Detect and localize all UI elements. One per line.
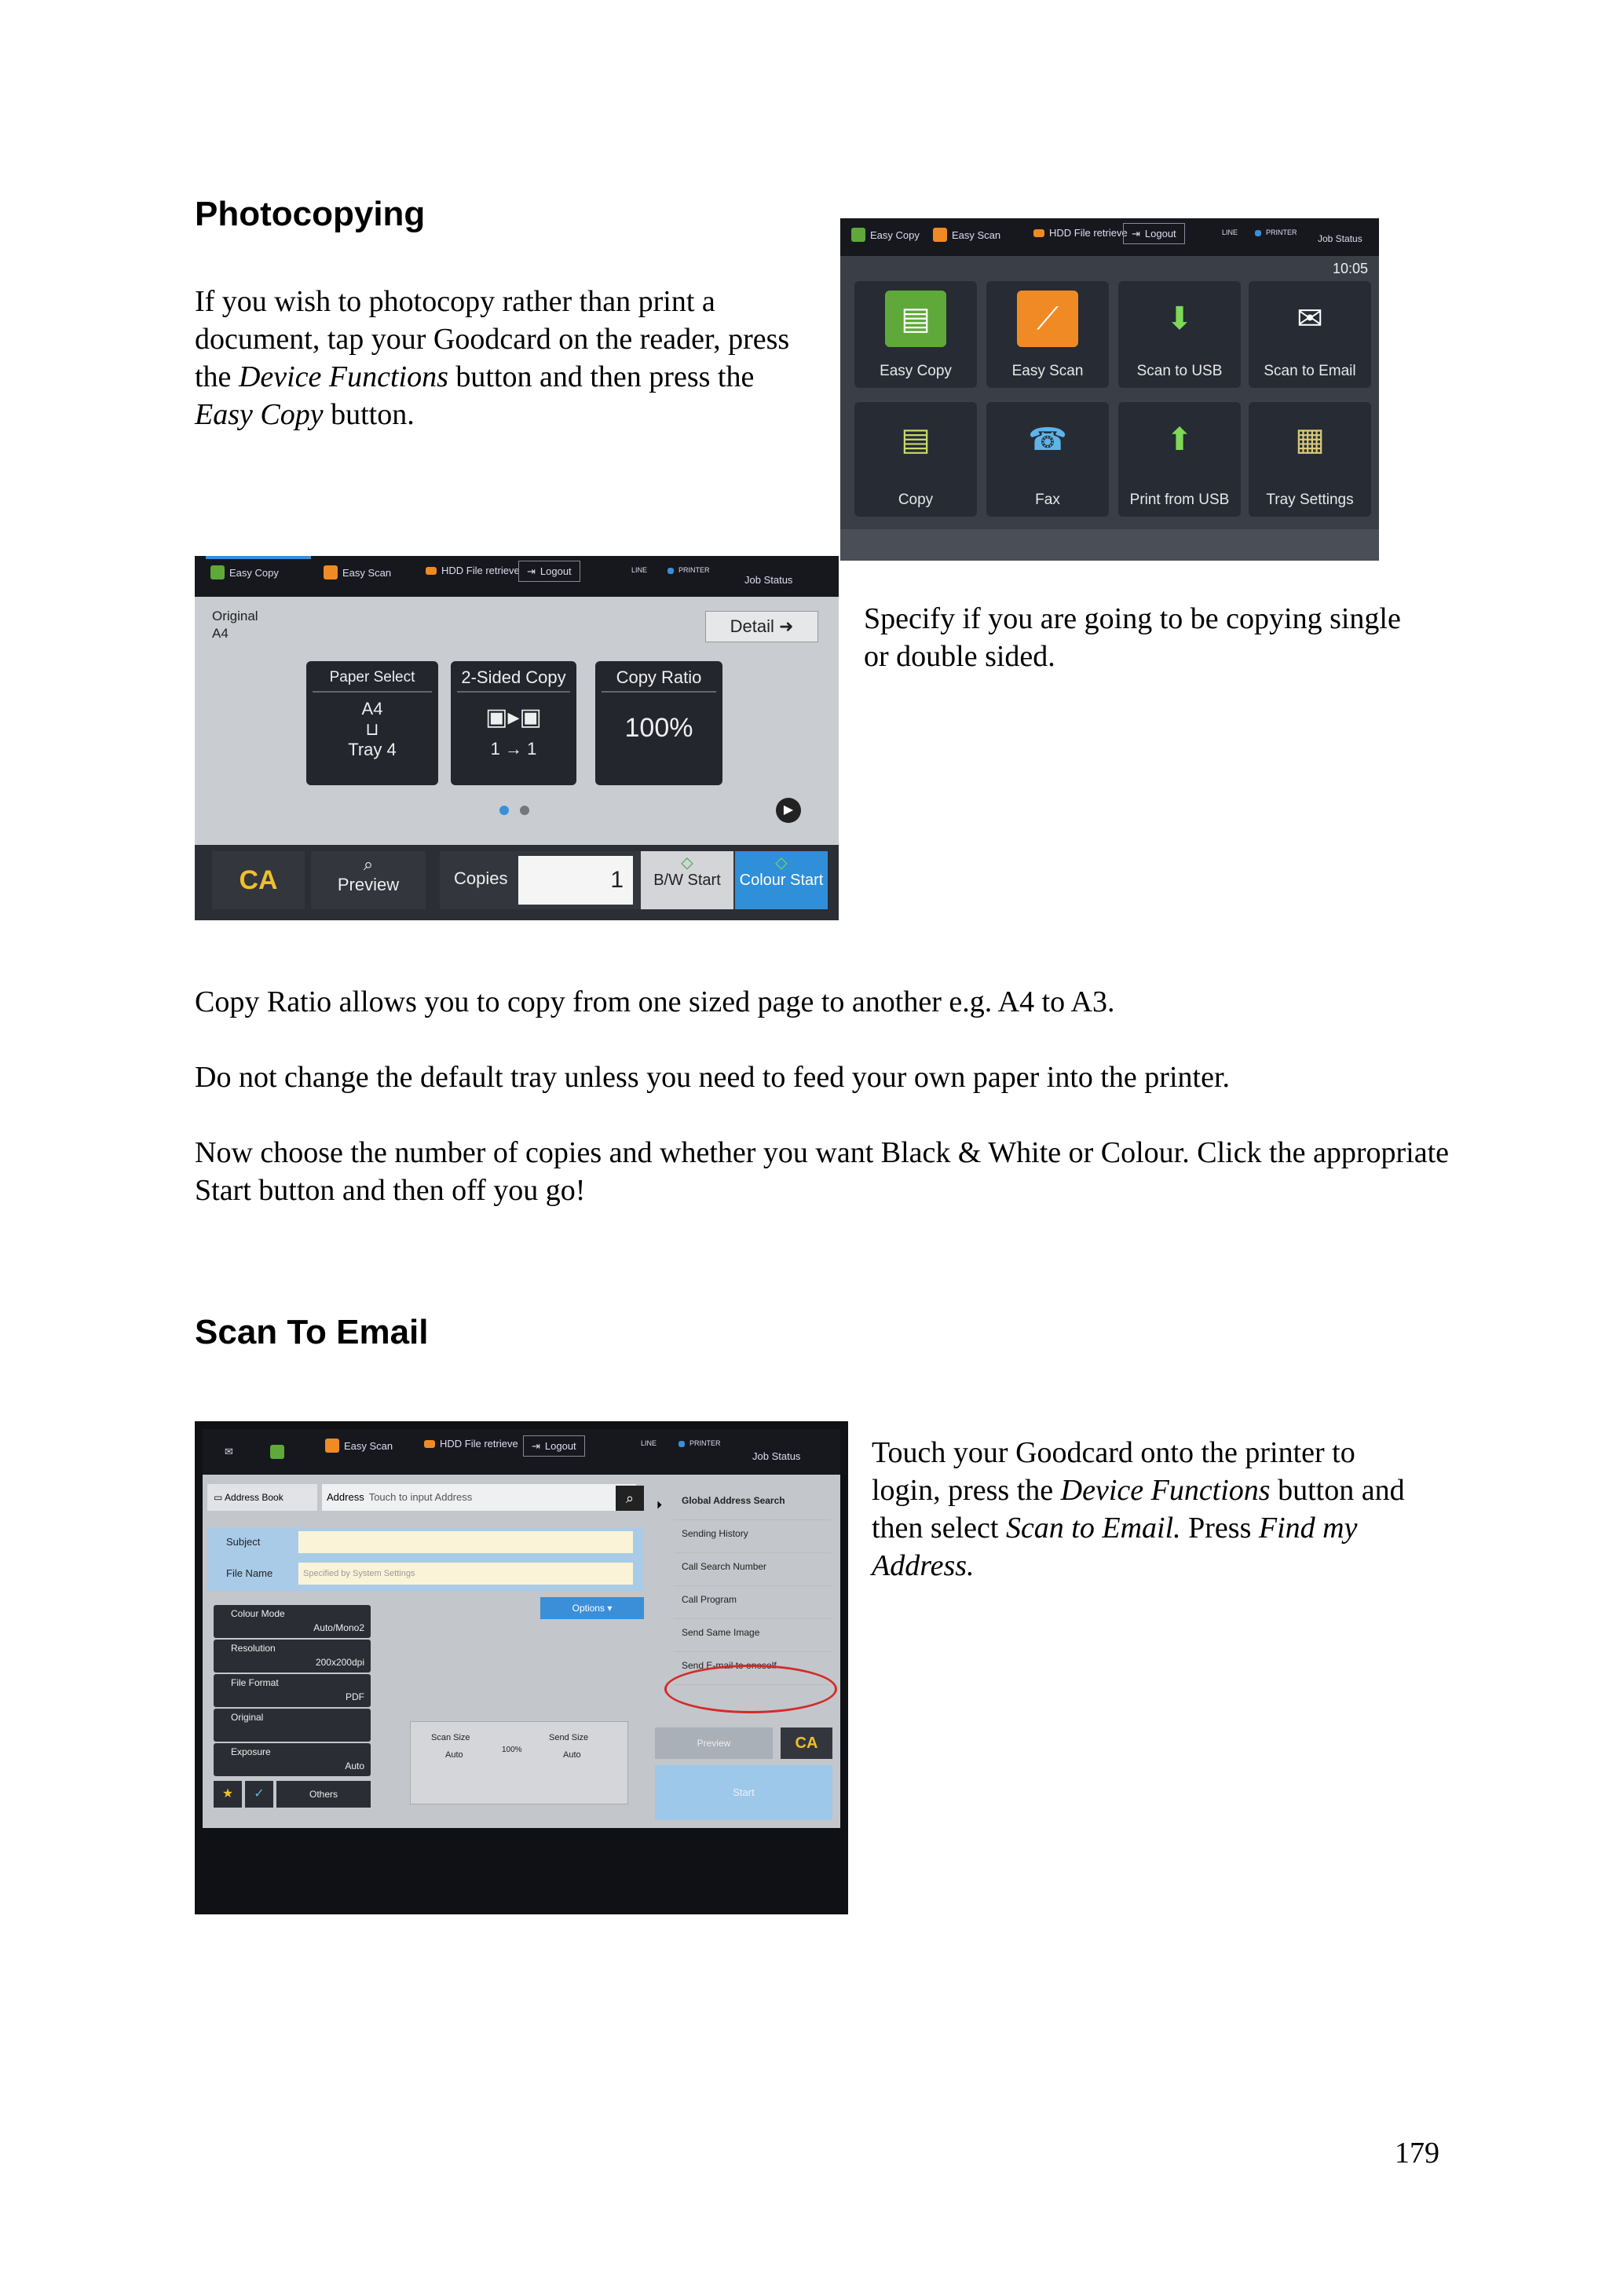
detail-button[interactable]: Detail ➜ [705,611,818,642]
ratio-value: 100% [502,1746,522,1754]
copy-icon: ▤ [885,291,946,347]
send-size-value: Auto [563,1750,581,1760]
star-icon[interactable]: ★ [214,1781,242,1808]
fax-icon: ☎ [1028,422,1067,457]
ca-button[interactable]: CA [781,1727,832,1759]
subject-input[interactable] [298,1531,633,1553]
printer-indicator: PRINTER [689,1439,721,1447]
tile-fax[interactable]: ☎ Fax [985,400,1110,518]
colour-start-button[interactable]: ◇ Colour Start [735,851,828,909]
page-number: 179 [1395,2137,1439,2170]
logout-icon: ⇥ [527,565,536,577]
colour-mode-button[interactable]: Colour Mode Auto/Mono2 [214,1605,371,1638]
easy-copy-icon [270,1445,284,1459]
copies-input[interactable]: 1 [518,856,633,905]
folder-icon [424,1440,435,1448]
tab-hdd-file-retrieve[interactable]: HDD File retrieve [440,1438,518,1450]
easy-copy-icon [210,565,225,579]
default-tray-paragraph: Do not change the default tray unless you need to feed your own paper into the printer. [195,1061,1230,1094]
call-search-number-button[interactable]: Call Search Number [674,1553,831,1586]
tile-scan-to-email[interactable]: ✉ Scan to Email [1247,280,1373,389]
copy-icon: ▤ [901,422,931,457]
printer-indicator-icon [668,568,674,574]
ca-button[interactable]: CA [212,851,305,909]
chevron-down-icon: ▾ [607,1603,613,1614]
job-status-button[interactable]: Job Status [1318,233,1362,244]
job-status-button[interactable]: Job Status [744,574,793,586]
section-heading-photocopying: Photocopying [195,195,426,233]
tray-icon: ⊔ [365,719,379,739]
options-button[interactable]: Options ▾ [540,1597,644,1619]
copy-sides-note: Specify if you are going to be copying single or double sided. [864,602,1401,673]
tile-tray-settings[interactable]: ▦ Tray Settings [1247,400,1373,518]
collapse-arrow-icon[interactable]: ⏵ [657,1498,662,1511]
page-dot-active [499,806,509,815]
address-book-button[interactable]: ▭ Address Book [207,1484,317,1511]
sending-history-button[interactable]: Sending History [674,1520,831,1553]
usb-icon: ⬇ [1166,302,1193,336]
tile-easy-copy[interactable]: ▤ Easy Copy [853,280,978,389]
next-page-icon[interactable]: ▶ [776,798,801,823]
envelope-icon: ✉ [1297,302,1323,336]
scan-icon: ⟋ [1017,291,1078,347]
logout-button[interactable]: Logout [540,565,572,577]
line-indicator: LINE [1222,229,1238,236]
easy-scan-icon [933,228,947,242]
highlight-circle [664,1665,837,1713]
printer-indicator-icon [678,1441,685,1447]
logout-button[interactable]: Logout [544,1440,576,1452]
check-icon[interactable]: ✓ [245,1781,273,1808]
easy-scan-icon [324,565,338,579]
tab-easy-copy[interactable]: Easy Copy [229,566,279,579]
call-program-button[interactable]: Call Program [674,1586,831,1619]
copy-settings-photo [195,556,839,920]
start-diamond-icon: ◇ [775,854,788,872]
address-input[interactable]: Address Touch to input Address [322,1484,636,1511]
bw-start-button[interactable]: ◇ B/W Start [641,851,733,909]
scan-to-email-photo [195,1421,848,1914]
send-same-image-checkbox[interactable]: Send Same Image [674,1619,831,1652]
job-status-button[interactable]: Job Status [752,1450,801,1462]
folder-icon [1033,229,1044,237]
page-dot [520,806,529,815]
right-function-list [674,1487,831,1685]
easy-scan-icon [325,1439,339,1453]
line-indicator: LINE [641,1439,657,1447]
easy-copy-icon [851,228,865,242]
line-indicator: LINE [631,566,648,574]
tab-easy-scan[interactable]: Easy Scan [342,566,392,579]
scan-size-label: Scan Size [431,1733,470,1742]
address-book-icon: ▭ [214,1492,225,1503]
email-screen [203,1429,840,1828]
email-tab-bar [203,1429,840,1475]
active-tab-indicator [206,556,311,559]
tab-easy-copy[interactable]: Easy Copy [870,229,920,241]
scan-email-intro: Touch your Goodcard onto the printer to login, press the Device Functions button and then select Scan to Email. Press Find my Address. [872,1436,1405,1582]
preview-button[interactable]: ⌕ Preview [311,851,426,909]
search-icon[interactable]: ⌕ [616,1486,644,1511]
tab-easy-scan[interactable]: Easy Scan [344,1439,393,1452]
copies-label: Copies [454,868,508,888]
logout-icon: ⇥ [1132,228,1140,239]
tab-hdd-file-retrieve[interactable]: HDD File retrieve [1049,227,1128,239]
printer-indicator: PRINTER [1266,229,1297,236]
tab-easy-scan[interactable]: Easy Scan [952,229,1001,241]
copy-ratio-button[interactable]: Copy Ratio 100% [595,661,722,785]
printer-indicator-icon [1255,230,1261,236]
tab-hdd-file-retrieve[interactable]: HDD File retrieve [441,565,520,576]
duplex-icon: ▣▸▣ [485,704,542,730]
original-button[interactable]: Original [214,1709,371,1742]
send-size-label: Send Size [549,1733,589,1742]
logout-icon: ⇥ [532,1440,540,1452]
tile-print-from-usb[interactable]: ⬆ Print from USB [1117,400,1242,518]
others-button[interactable]: Others [276,1781,371,1808]
exposure-button[interactable]: Exposure Auto [214,1743,371,1776]
copy-tab-bar [195,556,839,597]
usb-icon: ⬆ [1166,422,1193,457]
resolution-button[interactable]: Resolution 200x200dpi [214,1640,371,1673]
logout-button[interactable]: Logout [1144,228,1176,239]
copies-colour-paragraph: Now choose the number of copies and whether you want Black & White or Colour. Click the appropriate Start button and then off you go! [195,1136,1450,1207]
file-name-input[interactable]: Specified by System Settings [298,1563,633,1585]
start-diamond-icon: ◇ [681,854,693,872]
copy-ratio-paragraph: Copy Ratio allows you to copy from one sized page to another e.g. A4 to A3. [195,985,1115,1018]
subject-label: Subject [226,1536,261,1548]
printer-indicator: PRINTER [678,566,710,574]
tile-scan-to-usb[interactable]: ⬇ Scan to USB [1117,280,1242,389]
tray-icon: ▦ [1295,422,1325,457]
file-name-label: File Name [226,1567,273,1579]
envelope-tab-icon[interactable]: ✉ [225,1446,233,1457]
folder-icon [426,567,437,575]
arrow-right-icon: ➜ [778,616,794,636]
file-format-button[interactable]: File Format PDF [214,1674,371,1707]
global-address-search-button[interactable]: Global Address Search [674,1487,831,1520]
photocopy-intro: If you wish to photocopy rather than print a document, tap your Goodcard on the reader, press the Device Functions button and then press the Easy Copy button. [195,285,790,431]
start-button[interactable]: Start [655,1765,832,1820]
tile-copy[interactable]: ▤ Copy [853,400,978,518]
preview-icon: ⌕ [363,854,374,874]
original-setting[interactable]: Original A4 [212,609,258,641]
paper-select-button[interactable]: Paper Select A4 ⊔ Tray 4 [306,661,438,785]
screen-bottom-bezel [840,529,1379,561]
scan-send-size-panel [410,1721,628,1804]
preview-button[interactable]: Preview [655,1727,773,1759]
tile-easy-scan[interactable]: ⟋ Easy Scan [985,280,1110,389]
clock: 10:05 [1332,261,1368,276]
send-email-to-oneself-button[interactable]: Send E-mail to oneself [674,1652,831,1685]
section-heading-scan-to-email: Scan To Email [195,1313,429,1351]
scan-size-value: Auto [445,1750,463,1760]
device-functions-photo [840,218,1379,561]
two-sided-copy-button[interactable]: 2-Sided Copy ▣▸▣ 1 → 1 [451,661,576,785]
top-tab-bar [840,218,1379,256]
